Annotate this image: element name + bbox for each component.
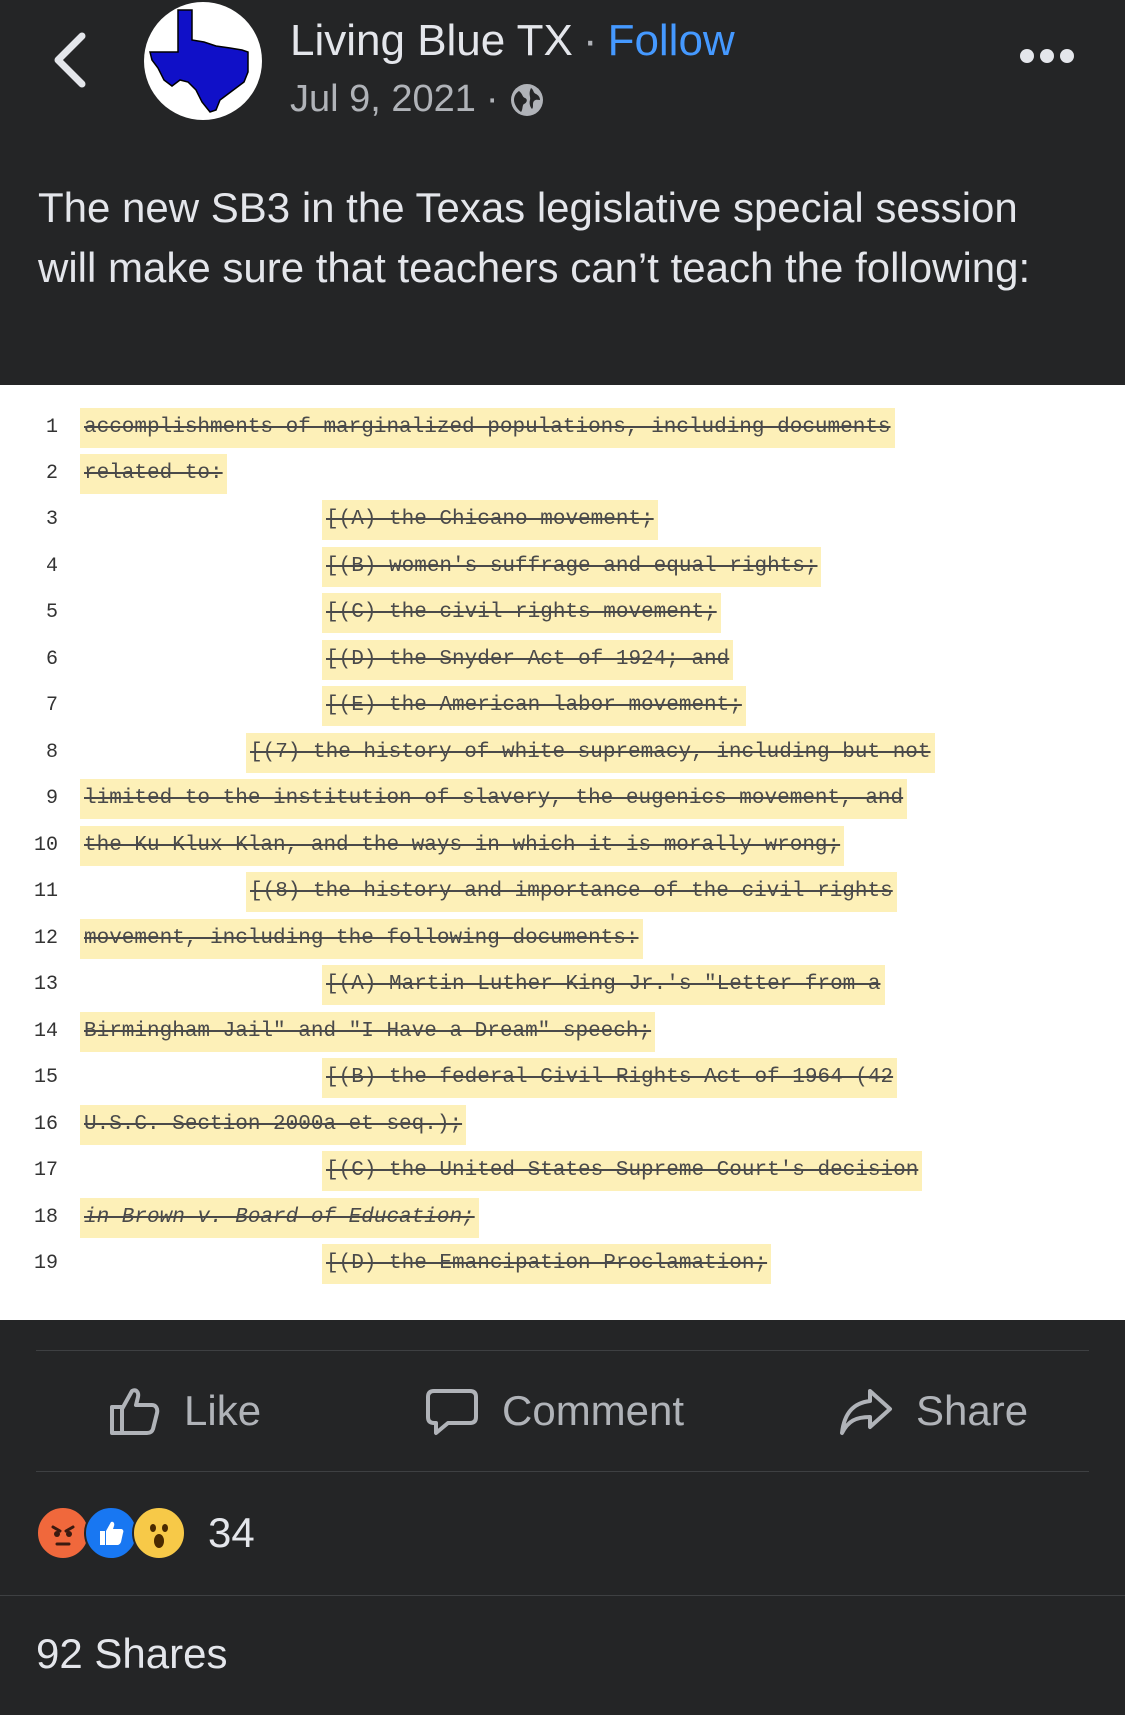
share-label: Share <box>916 1387 1029 1434</box>
line-text: limited to the institution of slavery, the eugenics movement, and <box>80 779 907 819</box>
line-text: related to: <box>80 454 227 494</box>
line-text: [(C) the United States Supreme Court's decision <box>322 1151 922 1191</box>
like-button[interactable] <box>106 1351 261 1471</box>
line-number: 4 <box>45 555 58 578</box>
page-avatar[interactable] <box>144 2 262 120</box>
share-arrow-icon <box>838 1383 894 1439</box>
line-number: 9 <box>45 787 58 810</box>
line-text: [(B) women's suffrage and equal rights; <box>322 547 821 587</box>
post-date[interactable]: Jul 9, 2021 <box>290 78 476 120</box>
line-text: Birmingham Jail" and "I Have a Dream" speech; <box>80 1012 655 1052</box>
line-text: [(E) the American labor movement; <box>322 686 746 726</box>
line-number: 2 <box>45 462 58 485</box>
divider <box>0 1595 1125 1596</box>
back-chevron-icon[interactable] <box>48 28 96 92</box>
wow-reaction-icon <box>132 1506 186 1560</box>
line-text: [(D) the Emancipation Proclamation; <box>322 1244 771 1284</box>
comment-bubble-icon <box>424 1383 480 1439</box>
reaction-count: 34 <box>208 1509 255 1556</box>
line-number: 5 <box>45 601 58 624</box>
line-number: 13 <box>33 973 58 996</box>
like-label: Like <box>184 1387 262 1434</box>
line-number: 18 <box>33 1206 58 1229</box>
globe-icon <box>509 82 545 118</box>
line-number: 1 <box>45 416 58 439</box>
more-options-icon[interactable] <box>1019 46 1075 66</box>
page-name[interactable]: Living Blue TX <box>290 16 573 65</box>
line-number: 16 <box>33 1113 58 1136</box>
line-text: accomplishments of marginalized populations, including documents <box>80 408 895 448</box>
like-reaction-icon <box>84 1506 138 1560</box>
thumbs-up-icon <box>106 1383 162 1439</box>
line-number: 15 <box>33 1066 58 1089</box>
page-name-line <box>290 16 735 66</box>
line-number: 19 <box>33 1252 58 1275</box>
line-text: [(C) the civil rights movement; <box>322 593 721 633</box>
post-meta <box>290 78 545 121</box>
line-text: movement, including the following documents: <box>80 919 643 959</box>
line-text: [(8) the history and importance of the civil rights <box>246 872 897 912</box>
separator-dot: · <box>582 16 598 65</box>
line-text: [(B) the federal Civil Rights Act of 1964 (42 <box>322 1058 897 1098</box>
line-number: 6 <box>45 648 58 671</box>
follow-button[interactable]: Follow <box>607 16 735 65</box>
line-number: 17 <box>33 1159 58 1182</box>
line-text: in Brown v. Board of Education; <box>80 1198 479 1238</box>
line-text: [(A) the Chicano movement; <box>322 500 658 540</box>
line-number: 3 <box>45 508 58 531</box>
line-text: [(A) Martin Luther King Jr.'s "Letter from a <box>322 965 885 1005</box>
action-bar <box>36 1350 1089 1472</box>
separator-dot: · <box>485 78 499 120</box>
line-number: 8 <box>45 741 58 764</box>
line-text: U.S.C. Section 2000a et seq.); <box>80 1105 466 1145</box>
line-text: [(D) the Snyder Act of 1924; and <box>322 640 733 680</box>
reactions-summary[interactable] <box>36 1505 255 1561</box>
comment-label: Comment <box>502 1387 685 1434</box>
line-number: 12 <box>33 927 58 950</box>
line-text: the Ku Klux Klan, and the ways in which it is morally wrong; <box>80 826 844 866</box>
line-number: 11 <box>33 880 58 903</box>
shares-count[interactable]: 92 Shares <box>36 1630 228 1677</box>
line-number: 10 <box>33 834 58 857</box>
angry-reaction-icon <box>36 1506 90 1560</box>
line-text: [(7) the history of white supremacy, including but not <box>246 733 935 773</box>
post-image[interactable] <box>0 385 1125 1320</box>
share-button[interactable] <box>838 1351 1028 1471</box>
post-caption: The new SB3 in the Texas legislative special session will make sure that teachers can’t teach the following: <box>38 184 1031 291</box>
post-header <box>0 0 1125 140</box>
texas-map-icon <box>144 2 262 120</box>
comment-button[interactable] <box>424 1351 684 1471</box>
line-number: 7 <box>45 694 58 717</box>
line-number: 14 <box>33 1020 58 1043</box>
